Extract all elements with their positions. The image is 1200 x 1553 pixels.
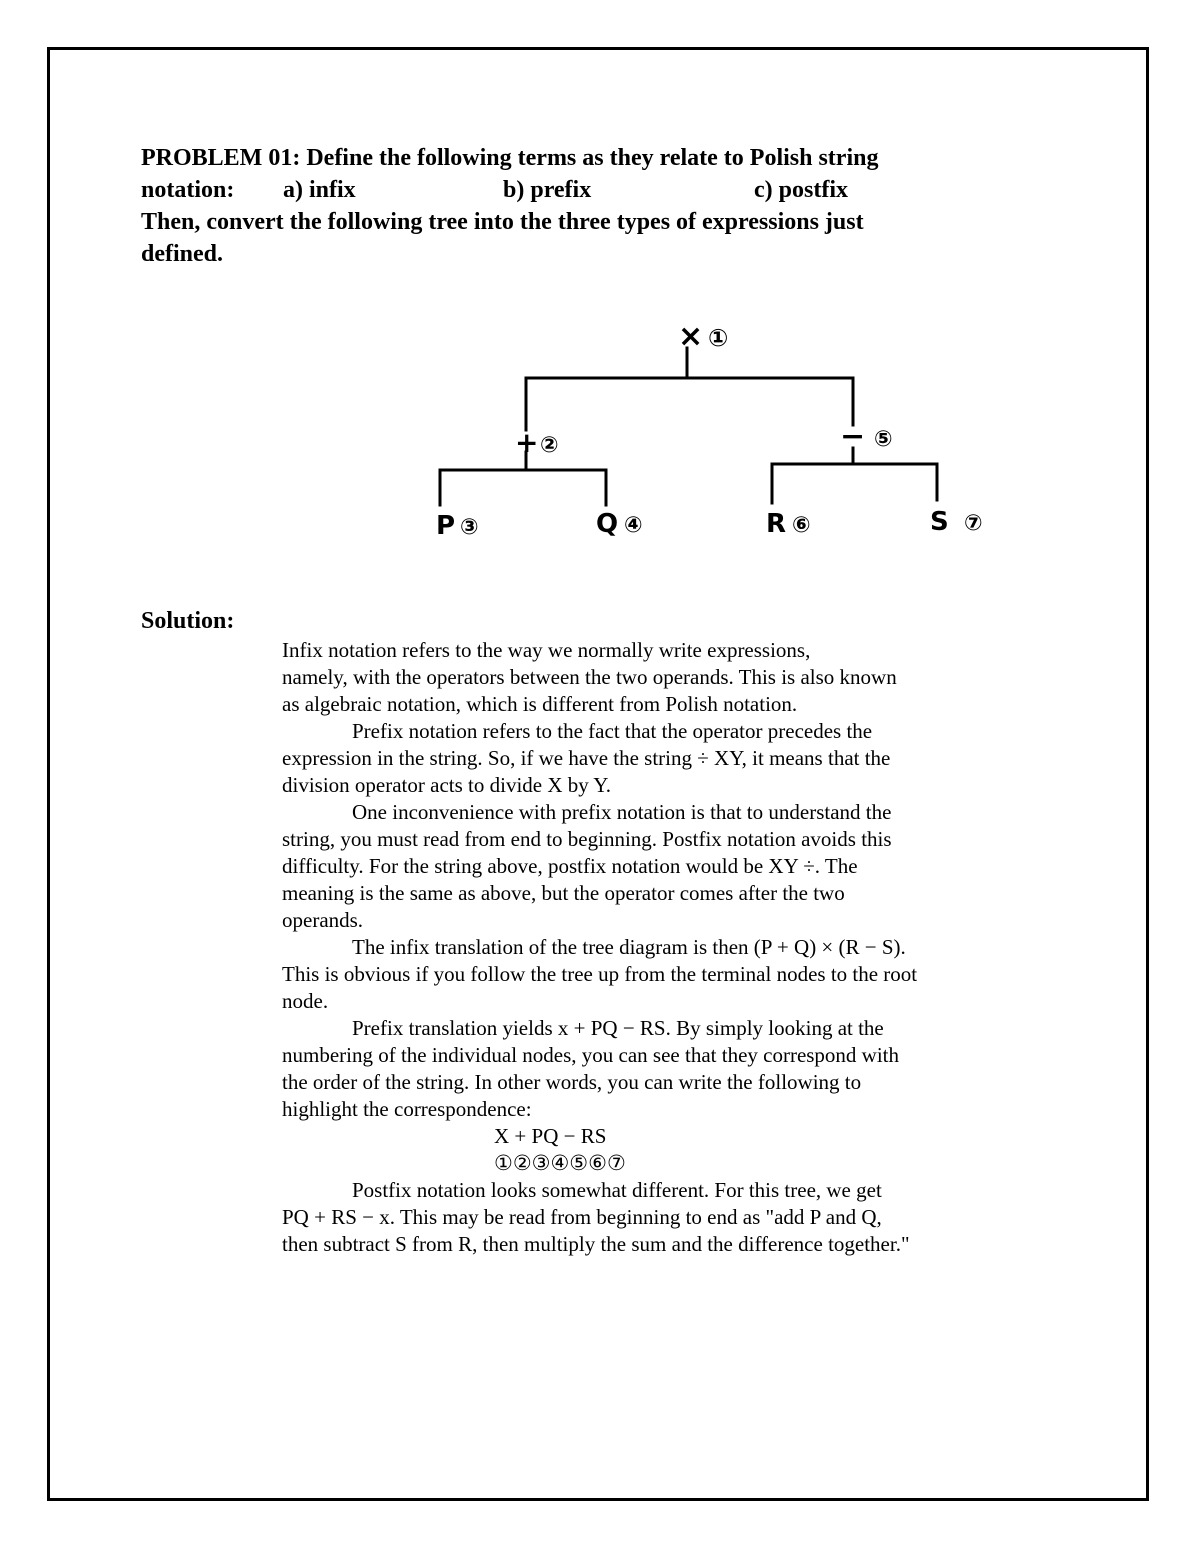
node-num: ⑤	[874, 427, 893, 452]
solution-body	[282, 637, 1002, 1258]
solution-line: string, you must read from end to beginning. Postfix notation avoids this	[282, 827, 892, 851]
node-op: −	[840, 419, 866, 454]
option-c: c) postfix	[754, 177, 848, 203]
node-num: ③	[460, 515, 479, 540]
node-op: S	[930, 507, 949, 537]
solution-line: the order of the string. In other words, you can write the following to	[282, 1070, 862, 1094]
problem-line-3: Then, convert the following tree into the three types of expressions just	[141, 209, 864, 235]
solution-line: then subtract S from R, then multiply the sum and the difference together."	[282, 1232, 910, 1256]
problem-notation-label: notation:	[141, 177, 235, 203]
node-num: ⑥	[792, 513, 811, 538]
solution-line: One inconvenience with prefix notation is that to understand the	[352, 800, 892, 824]
solution-line: Prefix translation yields x + PQ − RS. By simply looking at the	[352, 1016, 884, 1040]
option-a: a) infix	[283, 177, 356, 203]
solution-line: Postfix notation looks somewhat different. For this tree, we get	[352, 1178, 882, 1202]
solution-line: Prefix notation refers to the fact that the operator precedes the	[352, 719, 873, 743]
solution-line: namely, with the operators between the two operands. This is also known	[282, 665, 897, 689]
problem-line-4: defined.	[141, 241, 224, 267]
node-numbering: ①②③④⑤⑥⑦	[494, 1151, 626, 1175]
prefix-expression: X + PQ − RS	[494, 1124, 607, 1148]
problem-statement	[141, 142, 1021, 270]
solution-line: operands.	[282, 908, 364, 932]
solution-heading: Solution:	[141, 608, 235, 634]
option-b: b) prefix	[503, 177, 592, 203]
node-op: R	[766, 509, 787, 539]
node-op: P	[436, 511, 456, 541]
solution-line: expression in the string. So, if we have the string ÷ XY, it means that the	[282, 746, 891, 770]
solution-line: The infix translation of the tree diagram is then (P + Q) × (R − S).	[352, 935, 906, 959]
solution-line: PQ + RS − x. This may be read from beginning to end as "add P and Q,	[282, 1205, 882, 1229]
problem-line-2	[141, 174, 1021, 206]
node-num: ⑦	[964, 511, 983, 536]
solution-line: highlight the correspondence:	[282, 1097, 532, 1121]
node-op: ×	[678, 319, 704, 354]
solution-line: meaning is the same as above, but the operator comes after the two	[282, 881, 845, 905]
solution-line: difficulty. For the string above, postfix notation would be XY ÷. The	[282, 854, 858, 878]
node-op: Q	[596, 509, 619, 539]
expression-tree-diagram	[420, 300, 1020, 560]
node-num: ②	[540, 433, 559, 458]
node-op: +	[515, 426, 539, 459]
solution-line: division operator acts to divide X by Y.	[282, 773, 611, 797]
tree-labels	[436, 319, 983, 541]
problem-line-1: PROBLEM 01: Define the following terms as they relate to Polish string	[141, 145, 879, 171]
solution-line: as algebraic notation, which is different from Polish notation.	[282, 692, 798, 716]
solution-line: This is obvious if you follow the tree up from the terminal nodes to the root	[282, 962, 918, 986]
node-num: ①	[708, 324, 729, 352]
node-num: ④	[624, 513, 643, 538]
solution-line: numbering of the individual nodes, you can see that they correspond with	[282, 1043, 900, 1067]
solution-line: Infix notation refers to the way we normally write expressions,	[282, 638, 811, 662]
solution-line: node.	[282, 989, 329, 1013]
